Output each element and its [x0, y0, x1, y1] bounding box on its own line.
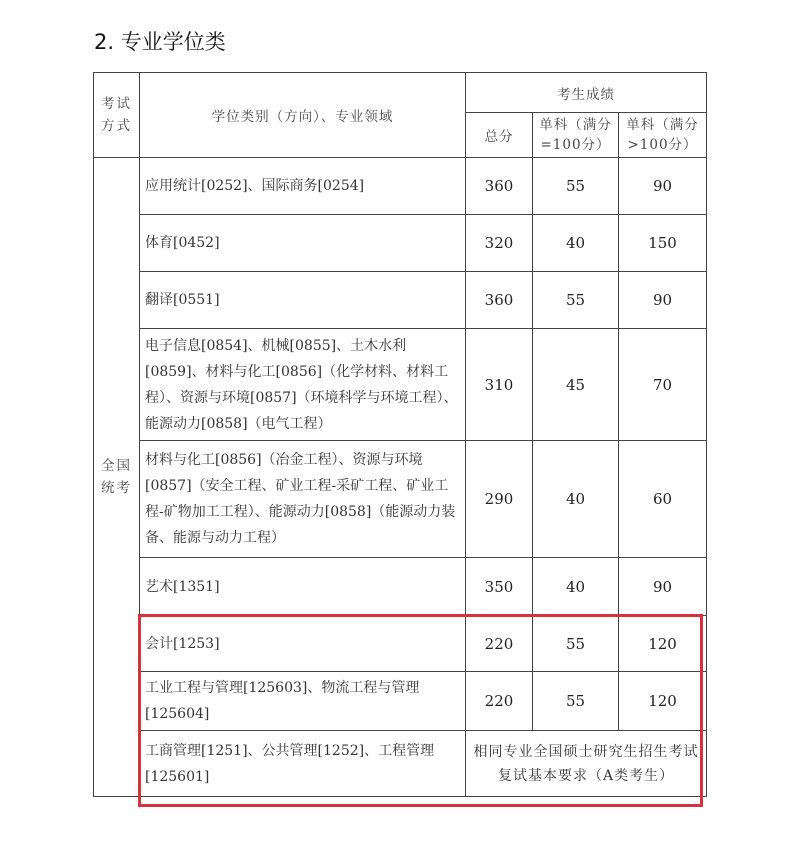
single-100-cell: 45 — [533, 329, 619, 441]
field-cell: 工商管理[1251]、公共管理[1252]、工程管理[125601] — [140, 731, 466, 797]
field-cell: 翻译[0551] — [140, 272, 466, 329]
single-100-cell: 40 — [533, 215, 619, 272]
single-100-cell: 40 — [533, 441, 619, 558]
header-single-100: 单科（满分=100分） — [533, 113, 619, 158]
table-row — [94, 616, 707, 672]
field-cell: 体育[0452] — [140, 215, 466, 272]
merged-requirement-cell: 相同专业全国硕士研究生招生考试复试基本要求（A类考生） — [466, 731, 707, 797]
field-cell: 材料与化工[0856]（冶金工程）、资源与环境[0857]（安全工程、矿业工程-采矿工程、矿业工程-矿物加工工程）、能源动力[0858]（能源动力装备、能源与动力工程） — [140, 441, 466, 558]
single-100-cell: 55 — [533, 672, 619, 731]
single-over-100-cell: 90 — [619, 272, 707, 329]
total-cell: 220 — [466, 616, 533, 672]
field-cell: 应用统计[0252]、国际商务[0254] — [140, 158, 466, 215]
header-score-group: 考生成绩 — [466, 73, 707, 113]
header-exam-method: 考试方式 — [94, 73, 140, 158]
single-100-cell: 55 — [533, 272, 619, 329]
single-over-100-cell: 120 — [619, 616, 707, 672]
table-row — [94, 441, 707, 558]
header-degree-category: 学位类别（方向）、专业领域 — [140, 73, 466, 158]
field-cell: 工业工程与管理[125603]、物流工程与管理[125604] — [140, 672, 466, 731]
total-cell: 360 — [466, 158, 533, 215]
table-row — [94, 158, 707, 215]
single-100-cell: 40 — [533, 558, 619, 616]
single-over-100-cell: 70 — [619, 329, 707, 441]
field-cell: 艺术[1351] — [140, 558, 466, 616]
total-cell: 350 — [466, 558, 533, 616]
score-table — [93, 72, 707, 797]
field-cell: 会计[1253] — [140, 616, 466, 672]
table-row — [94, 215, 707, 272]
section-title: 2. 专业学位类 — [94, 30, 226, 54]
table-row — [94, 558, 707, 616]
table-row — [94, 272, 707, 329]
table-row — [94, 731, 707, 797]
total-cell: 290 — [466, 441, 533, 558]
single-over-100-cell: 90 — [619, 158, 707, 215]
single-100-cell: 55 — [533, 616, 619, 672]
table-row — [94, 329, 707, 441]
single-over-100-cell: 90 — [619, 558, 707, 616]
header-single-over-100: 单科（满分>100分） — [619, 113, 707, 158]
single-over-100-cell: 60 — [619, 441, 707, 558]
total-cell: 220 — [466, 672, 533, 731]
total-cell: 360 — [466, 272, 533, 329]
single-over-100-cell: 120 — [619, 672, 707, 731]
single-over-100-cell: 150 — [619, 215, 707, 272]
single-100-cell: 55 — [533, 158, 619, 215]
field-cell: 电子信息[0854]、机械[0855]、土木水利[0859]、材料与化工[0856]（化学材料、材料工程）、资源与环境[0857]（环境科学与环境工程）、能源动力[0858]（电气工程） — [140, 329, 466, 441]
exam-method-cell: 全国统考 — [94, 158, 140, 797]
table-row — [94, 672, 707, 731]
total-cell: 310 — [466, 329, 533, 441]
header-total: 总分 — [466, 113, 533, 158]
total-cell: 320 — [466, 215, 533, 272]
